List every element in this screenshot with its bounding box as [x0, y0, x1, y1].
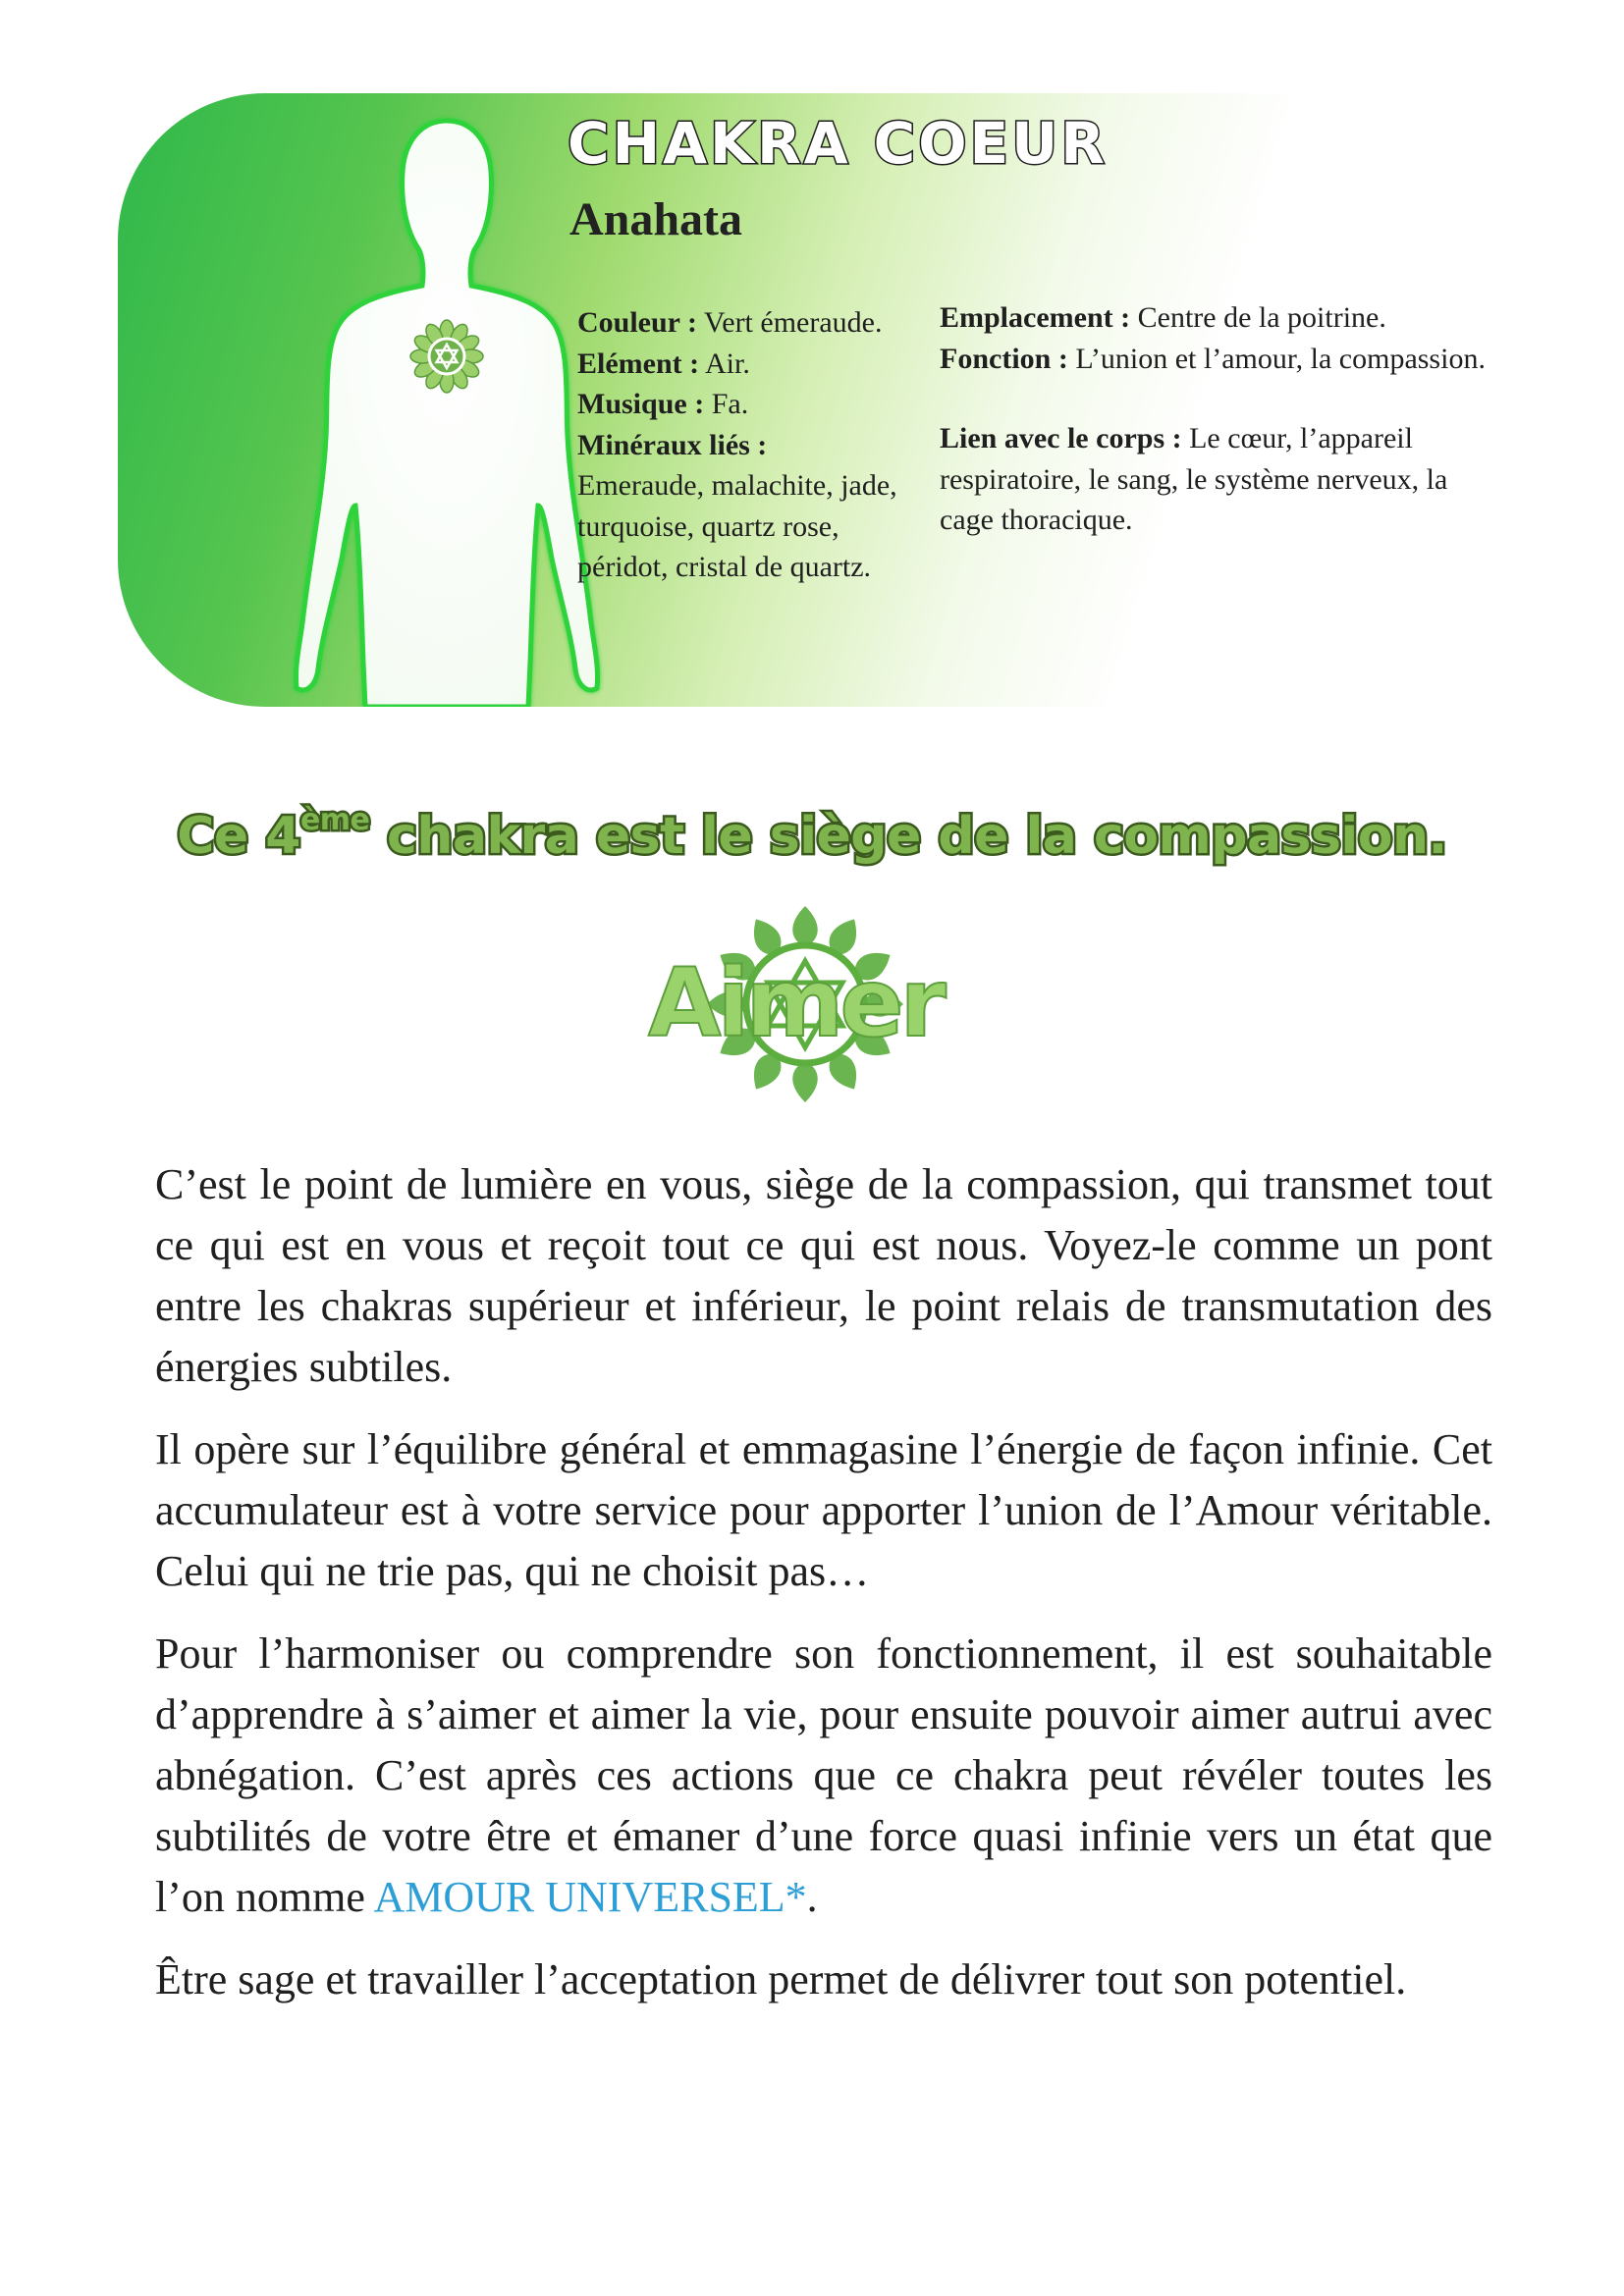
- headline-before: Ce 4: [177, 807, 300, 866]
- musique-label: Musique :: [577, 388, 705, 420]
- fonction-line: [940, 339, 1489, 380]
- element-line: [577, 344, 901, 385]
- amour-universel-link[interactable]: AMOUR UNIVERSEL*: [373, 1873, 807, 1921]
- couleur-value: Vert émeraude.: [696, 306, 883, 339]
- mineraux-label: Minéraux liés :: [577, 428, 768, 461]
- aimer-emblem: [628, 898, 972, 1104]
- paragraph-1: C’est le point de lumière en vous, siège de la compassion, qui transmet tout ce qui est en vous et reçoit tout ce qui est nous. Voyez-le comme un pont entre les chakras supérieur et inférieur, le point relais de transmutation des énergies subtiles.: [155, 1160, 1492, 1391]
- paragraph-2: Il opère sur l’équilibre général et emmagasine l’énergie de façon infinie. Cet accumulateur est à votre service pour apporter l’union de l’Amour véritable. Celui qui ne trie pas, qui ne choisit pas…: [155, 1425, 1492, 1595]
- chakra-info-right: [940, 297, 1489, 541]
- compassion-headline: [0, 803, 1624, 866]
- paragraph-3-text: Pour l’harmoniser ou comprendre son fonctionnement, il est souhaitable d’apprendre à s’aimer et aimer la vie, pour ensuite pouvoir aimer autrui avec abnégation. C’est après ces actions que ce chakra peut révéler toutes les subtilités de votre être et émaner d’une force quasi infinie vers un état que l’on nomme: [155, 1629, 1492, 1921]
- chakra-info-left: [577, 302, 901, 588]
- fonction-value: L’union et l’amour, la compassion.: [1067, 342, 1486, 375]
- musique-line: [577, 384, 901, 425]
- couleur-label: Couleur :: [577, 306, 697, 339]
- element-label: Elément :: [577, 347, 700, 380]
- aimer-word: Aimer: [648, 948, 943, 1058]
- lien-value: Le cœur, l’appareil respiratoire, le sang, le système nerveux, la cage thoracique.: [940, 422, 1448, 536]
- couleur-line: [577, 302, 901, 344]
- fonction-label: Fonction :: [940, 342, 1068, 375]
- paragraph-3-end: .: [806, 1873, 818, 1921]
- lien-label: Lien avec le corps :: [940, 422, 1182, 454]
- mineraux-line: [577, 425, 901, 588]
- paragraph-4: Être sage et travailler l’acceptation permet de délivrer tout son potentiel.: [155, 1955, 1407, 2003]
- body-text: [155, 1154, 1492, 2032]
- paragraph-3: [155, 1624, 1492, 1928]
- element-value: Air.: [699, 347, 750, 380]
- headline-sup: ème: [299, 803, 370, 837]
- headline-after: chakra est le siège de la compassion.: [369, 807, 1447, 866]
- human-silhouette-figure: [285, 93, 609, 707]
- spacer: [940, 379, 1489, 418]
- emplacement-line: [940, 297, 1489, 339]
- chakra-title: CHAKRA COEUR: [568, 110, 1108, 177]
- sanskrit-name: Anahata: [569, 193, 743, 245]
- emplacement-value: Centre de la poitrine.: [1130, 301, 1386, 334]
- lien-line: [940, 418, 1489, 541]
- mineraux-value: Emeraude, malachite, jade, turquoise, quartz rose, péridot, cristal de quartz.: [577, 469, 897, 583]
- musique-value: Fa.: [704, 388, 749, 420]
- emplacement-label: Emplacement :: [940, 301, 1131, 334]
